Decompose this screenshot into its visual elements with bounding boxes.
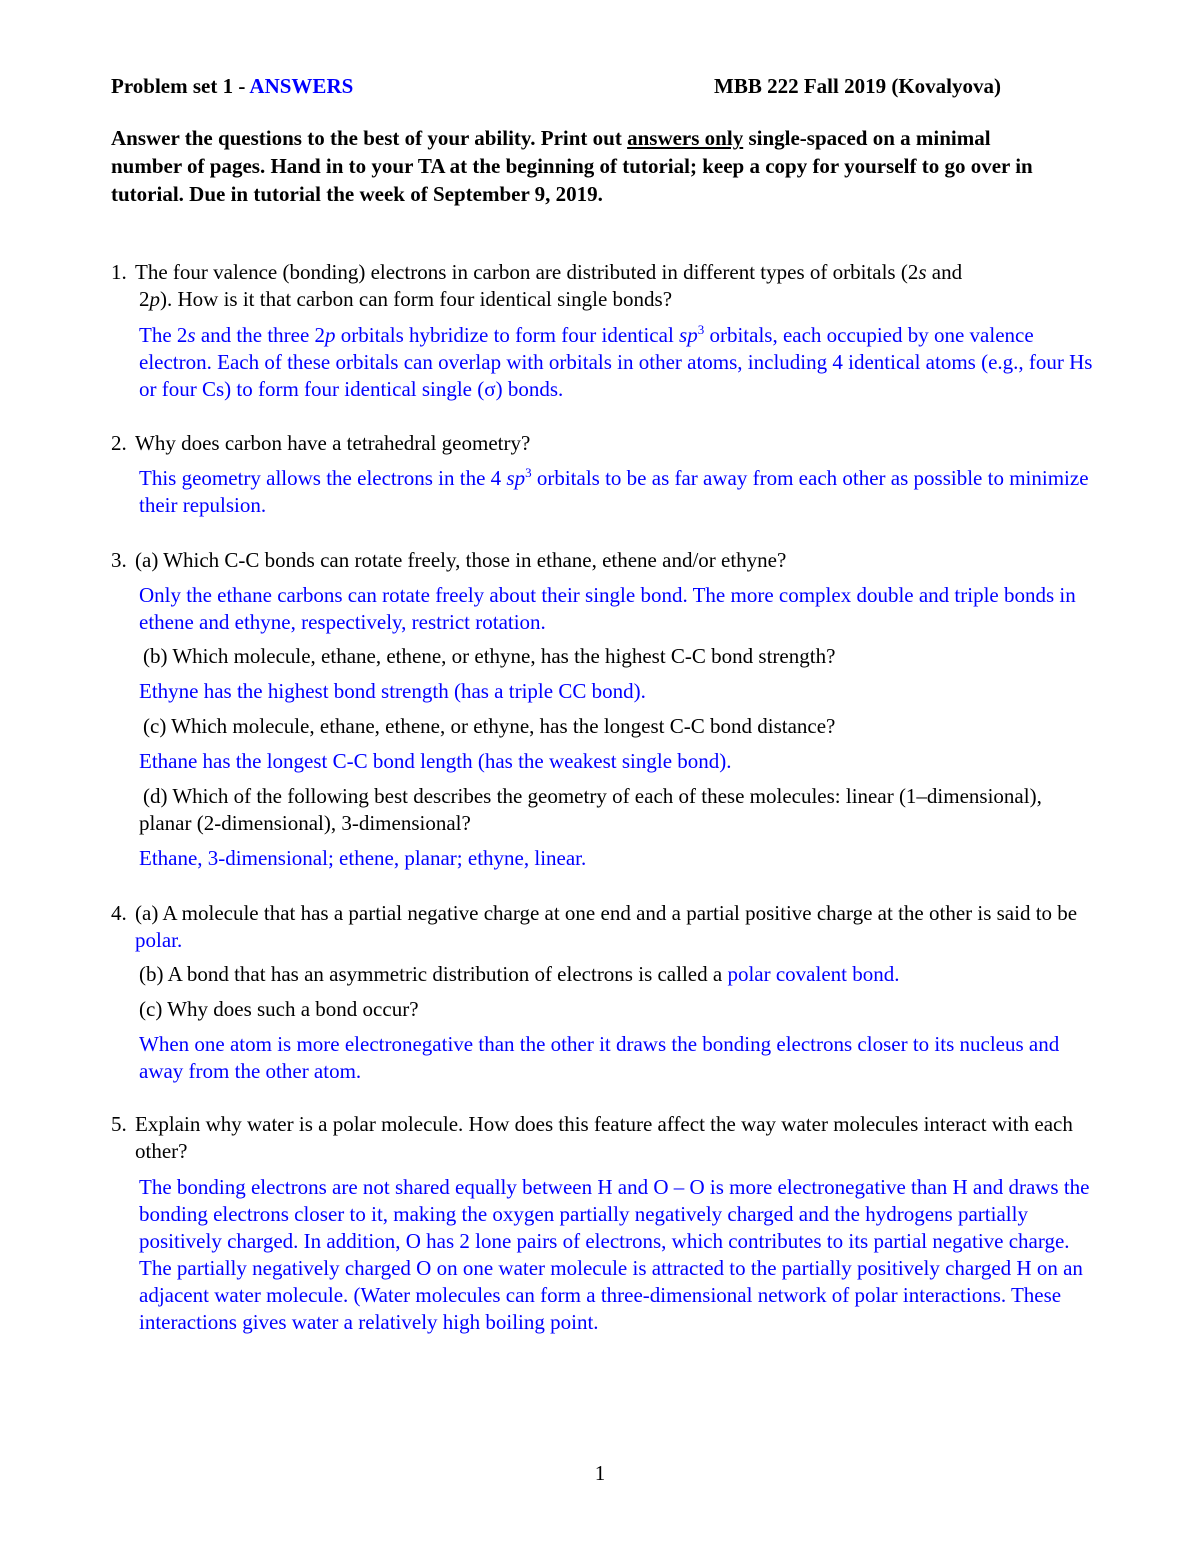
answer-3d: Ethane, 3-dimensional; ethene, planar; ethyne, linear.: [139, 846, 587, 870]
sigma-symbol: σ: [484, 377, 496, 401]
q1-text-b: and: [926, 260, 963, 284]
instructions: [111, 124, 1041, 208]
question-1: [111, 259, 1101, 313]
answer-5: The bonding electrons are not shared equally between H and O – O is more electronegative than H and draws the bonding electrons closer to it, making the oxygen partially negatively charged and the hydrogens partially positively charged. In addition, O has 2 lone pairs of electrons, which contributes to its partial negative charge. The partially negatively charged O on one water molecule is attracted to the partially positively charged H on an adjacent water molecule. (Water molecules can form a three-dimensional network of polar interactions. These interactions gives water a relatively high boiling point.: [139, 1175, 1090, 1334]
instructions-underlined: answers only: [627, 126, 744, 150]
question-number: 2.: [111, 431, 127, 455]
title-answers: ANSWERS: [249, 74, 354, 98]
question-text: Why does carbon have a tetrahedral geometry?: [135, 431, 531, 455]
course-label: MBB 222 Fall 2019 (Kovalyova): [714, 74, 1001, 98]
page-number: 1: [594, 1461, 606, 1485]
a1-italic-sp: sp: [679, 323, 698, 347]
question-4b: [139, 961, 1099, 988]
question-3a-text: (a) Which C-C bonds can rotate freely, those in ethane, ethene and/or ethyne?: [135, 548, 787, 572]
a1-italic-s: s: [187, 323, 196, 347]
a2-superscript: 3: [525, 465, 532, 480]
a1-text-5: ) bonds.: [495, 377, 564, 401]
a1-text-1: The 2: [139, 323, 188, 347]
question-number: 4.: [111, 901, 127, 925]
question-3d-text: (d) Which of the following best describes the geometry of each of these molecules: linear (1–dimensional), planar (2-dimensional), 3-dimensional?: [139, 784, 1042, 835]
answer-1: [139, 322, 1099, 403]
answer-3b: Ethyne has the highest bond strength (has a triple CC bond).: [139, 679, 646, 703]
question-4: [111, 900, 1101, 954]
question-3b-text: (b) Which molecule, ethane, ethene, or ethyne, has the highest C-C bond strength?: [143, 644, 836, 668]
a1-text-4: orbitals, each occupied by one valence electron. Each of these orbitals can overlap with orbitals in other atoms, including 4 identical atoms (e.g., four Hs or four Cs) to form four identical single (: [139, 323, 1093, 401]
document-title: [111, 72, 353, 100]
instructions-part-1: Answer the questions to the best of your ability. Print out: [111, 126, 628, 150]
a2-italic-sp: sp: [506, 466, 526, 490]
answer-2: [139, 465, 1099, 519]
question-3: [111, 547, 1101, 574]
a2-text-1: This geometry allows the electrons in the 4: [139, 466, 507, 490]
question-4c-text: (c) Why does such a bond occur?: [139, 997, 419, 1021]
question-4a-text: [135, 900, 1101, 954]
q1-text-c: 2: [139, 287, 150, 311]
question-number: 5.: [111, 1112, 127, 1136]
a1-superscript: 3: [697, 322, 705, 337]
q1-italic-p: p: [149, 287, 160, 311]
q1-text-d: ). How is it that carbon can form four identical single bonds?: [160, 287, 673, 311]
a1-text-2: and the three 2: [195, 323, 326, 347]
a2-text-2: orbitals to be as far away from each other as possible to minimize their repulsion.: [139, 466, 1089, 517]
q1-text-a: The four valence (bonding) electrons in carbon are distributed in different types of orbitals (2: [135, 260, 919, 284]
question-number: 3.: [111, 548, 127, 572]
question-5: [111, 1111, 1101, 1165]
question-3c-text: (c) Which molecule, ethane, ethene, or ethyne, has the longest C-C bond distance?: [143, 714, 836, 738]
answer-4a: polar.: [135, 928, 183, 952]
a1-text-3: orbitals hybridize to form four identical: [335, 323, 680, 347]
page-header: [111, 72, 1001, 100]
title-prefix: Problem set 1 -: [111, 74, 250, 98]
q1-italic-s: s: [918, 260, 927, 284]
answer-4b: polar covalent bond.: [727, 962, 900, 986]
instructions-part-2: single-spaced on a minimal number of pages. Hand in to your TA at the beginning of tutorial; keep a copy for yourself to go over in tutorial. Due in tutorial the week of September 9, 2019.: [111, 126, 1033, 206]
question-text: Explain why water is a polar molecule. How does this feature affect the way water molecules interact with each other?: [135, 1112, 1073, 1163]
question-text: [135, 259, 1101, 313]
question-number: 1.: [111, 260, 127, 284]
answer-4c: When one atom is more electronegative than the other it draws the bonding electrons closer to its nucleus and away from the other atom.: [139, 1032, 1060, 1083]
a1-italic-p: p: [325, 323, 336, 347]
question-2: [111, 430, 1101, 457]
q4b-text: (b) A bond that has an asymmetric distribution of electrons is called a: [139, 962, 728, 986]
answer-3a: Only the ethane carbons can rotate freely about their single bond. The more complex double and triple bonds in ethene and ethyne, respectively, restrict rotation.: [139, 583, 1076, 634]
q4a-text: (a) A molecule that has a partial negative charge at one end and a partial positive charge at the other is said to be: [135, 901, 1078, 925]
answer-3c: Ethane has the longest C-C bond length (has the weakest single bond).: [139, 749, 732, 773]
